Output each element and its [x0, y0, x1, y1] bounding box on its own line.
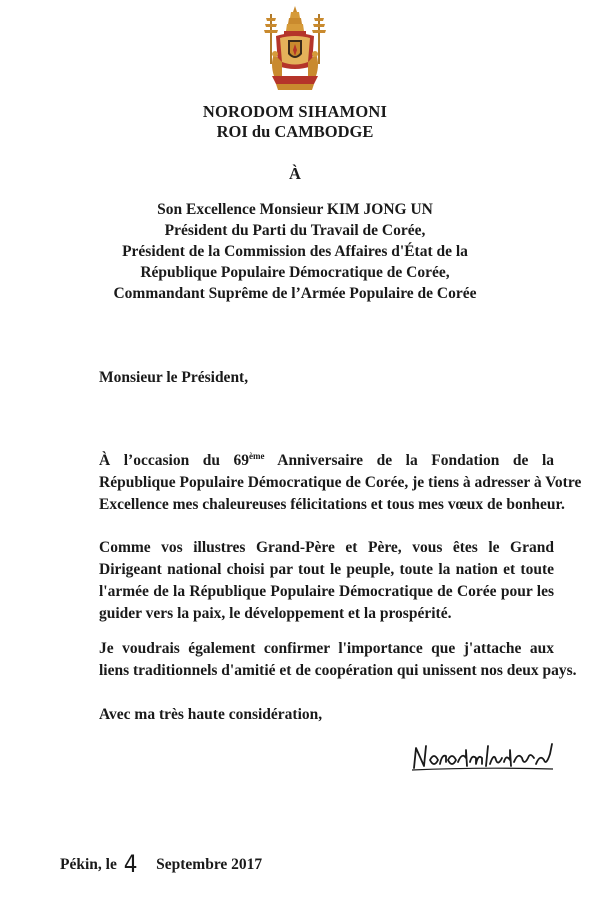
paragraph-friendship	[99, 638, 577, 682]
date-month-year: Septembre 2017	[156, 856, 263, 873]
ordinal-superscript: ème	[249, 451, 265, 461]
date-place: Pékin, le	[60, 856, 117, 873]
text-segment: Anniversaire de la Fondation de la	[264, 452, 555, 469]
paragraph-leadership	[99, 537, 554, 625]
closing-formula: Avec ma très haute considération,	[99, 706, 323, 723]
paragraph-line	[99, 450, 554, 472]
handwritten-signature	[410, 740, 555, 772]
paragraph-anniversary	[99, 450, 582, 516]
text-segment: À l’occasion du 69	[99, 452, 250, 469]
salutation: Monsieur le Président,	[99, 369, 249, 386]
paragraph-line: Excellence mes chaleureuses félicitations et tous mes vœux de bonheur.	[99, 496, 565, 513]
date-line	[60, 847, 263, 878]
recipient-line: Son Excellence Monsieur KIM JONG UN	[157, 201, 433, 218]
recipient-line: République Populaire Démocratique de Corée,	[140, 264, 450, 281]
paragraph-line: l'armée de la République Populaire Démocratique de Corée pour les	[99, 583, 554, 600]
recipient-line: Président du Parti du Travail de Corée,	[164, 222, 426, 239]
royal-emblem-icon	[262, 4, 328, 92]
sender-name: NORODOM SIHAMONI	[202, 102, 388, 121]
addressee-marker: À	[289, 164, 301, 183]
paragraph-line: Comme vos illustres Grand-Père et Père, vous êtes le Grand	[99, 539, 554, 556]
paragraph-line: liens traditionnels d'amitié et de coopération qui unissent nos deux pays.	[99, 662, 577, 679]
paragraph-line: République Populaire Démocratique de Corée, je tiens à adresser à Votre	[99, 474, 582, 491]
paragraph-line: Dirigeant national choisi par tout le peuple, toute la nation et toute	[99, 561, 554, 578]
date-day-handwritten: 4	[123, 850, 138, 878]
paragraph-line: guider vers la paix, le développement et la prospérité.	[99, 605, 452, 622]
recipient-line: Commandant Suprême de l’Armée Populaire de Corée	[113, 285, 477, 302]
paragraph-line: Je voudrais également confirmer l'importance que j'attache aux	[99, 640, 554, 657]
recipient-block	[0, 199, 590, 304]
sender-title: ROI du CAMBODGE	[216, 122, 374, 141]
recipient-line: Président de la Commission des Affaires d'État de la	[122, 243, 468, 260]
